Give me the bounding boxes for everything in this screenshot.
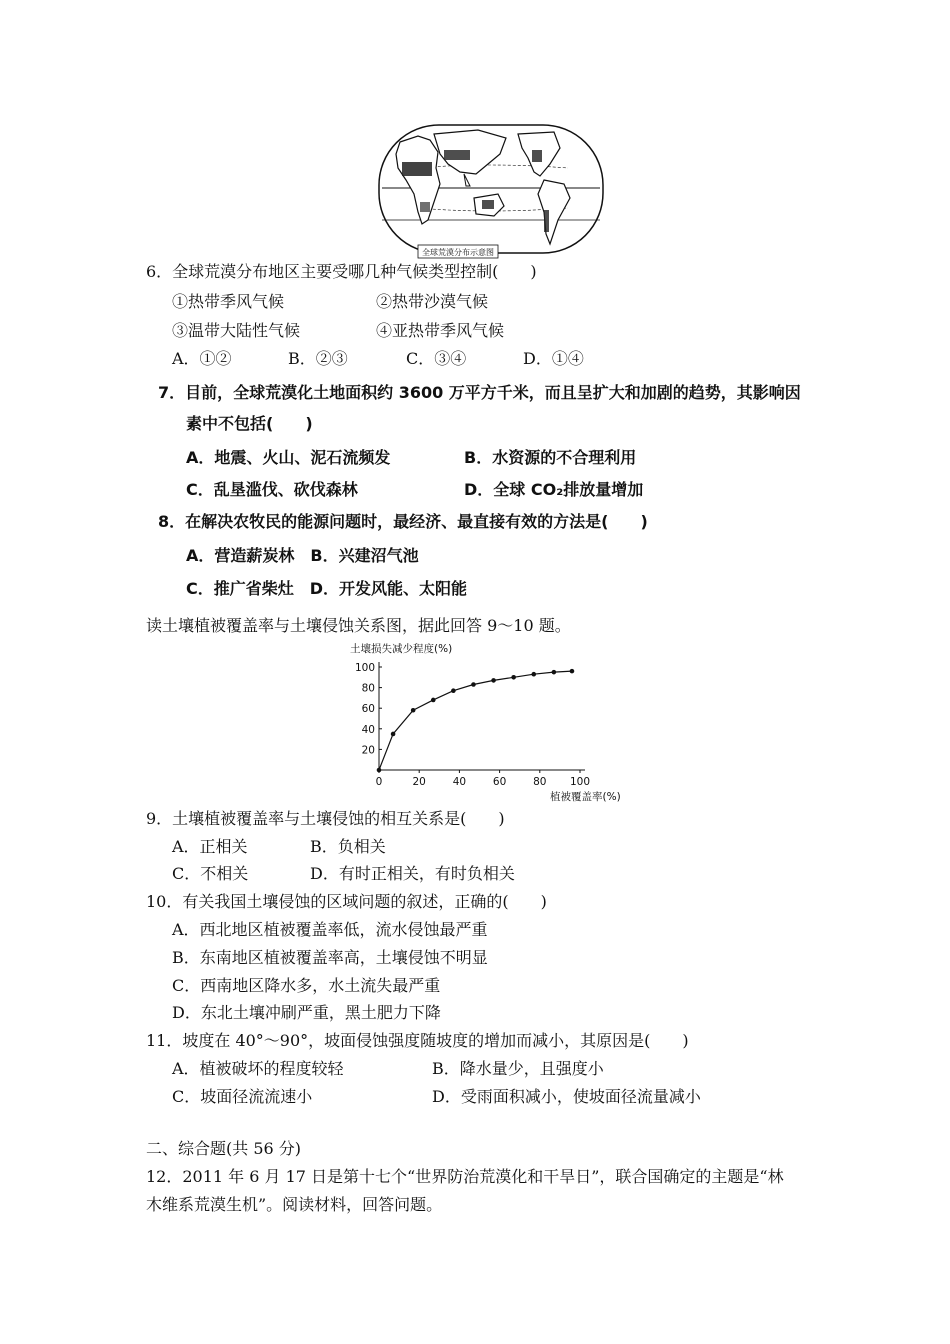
chart-intro: 读土壤植被覆盖率与土壤侵蚀关系图，据此回答 9～10 题。: [146, 616, 571, 635]
chart-ylabel: 土壤损失减少程度(%): [350, 643, 453, 655]
world-map-graphic: [378, 124, 604, 260]
x-tick-label: 80: [533, 776, 547, 788]
q10-stem: 10．有关我国土壤侵蚀的区域问题的叙述，正确的( ): [146, 892, 547, 911]
q11-stem: 11．坡度在 40°～90°，坡面侵蚀强度随坡度的增加而减小，其原因是( ): [146, 1031, 689, 1050]
q9-stem: 9．土壤植被覆盖率与土壤侵蚀的相互关系是( ): [146, 809, 505, 828]
chart-svg: [340, 640, 640, 808]
q10-option-c: C．西南地区降水多，水土流失最严重: [172, 976, 441, 995]
q6-option-b: B．②③: [288, 349, 348, 368]
x-tick-label: 60: [492, 776, 507, 788]
q7-stem-line1: 7．目前，全球荒漠化土地面积约 3600 万平方千米，而且呈扩大和加剧的趋势，其影响因: [158, 383, 801, 402]
q12-line2: 木维系荒漠生机”。阅读材料，回答问题。: [146, 1195, 443, 1214]
data-point: [471, 682, 476, 687]
q6-option-a: A．①②: [172, 349, 232, 368]
section-2-heading: 二、综合题(共 56 分): [146, 1139, 302, 1158]
q10-option-a: A．西北地区植被覆盖率低，流水侵蚀最严重: [172, 920, 488, 939]
data-point: [391, 732, 396, 737]
y-tick-label: 20: [361, 744, 375, 757]
q11-option-c: C．坡面径流流速小: [172, 1087, 313, 1106]
q6-item-2: ②热带沙漠气候: [376, 292, 489, 311]
data-point: [451, 688, 456, 693]
q8-stem: 8．在解决农牧民的能源问题时，最经济、最直接有效的方法是( ): [158, 512, 648, 531]
y-tick-label: 80: [361, 682, 375, 695]
q6-option-d: D．①④: [523, 349, 584, 368]
q6-item-1: ①热带季风气候: [172, 292, 285, 311]
x-tick-label: 100: [569, 776, 591, 788]
q11-option-a: A．植被破坏的程度较轻: [172, 1059, 344, 1078]
q10-option-d: D．东北土壤冲刷严重，黑土肥力下降: [172, 1003, 441, 1022]
q6-option-c: C．③④: [406, 349, 467, 368]
q9-option-c: C．不相关: [172, 864, 249, 883]
x-tick-label: 0: [375, 776, 383, 788]
data-point: [411, 708, 416, 713]
q10-option-b: B．东南地区植被覆盖率高，土壤侵蚀不明显: [172, 948, 488, 967]
q12-line1: 12．2011 年 6 月 17 日是第十七个“世界防治荒漠化和干旱日”，联合国确定的主题是“林: [146, 1167, 784, 1186]
q7-option-a: A．地震、火山、泥石流频发: [186, 448, 391, 467]
q7-option-c: C．乱垦滥伐、砍伐森林: [186, 480, 358, 499]
data-point: [511, 675, 516, 680]
q9-option-b: B．负相关: [310, 837, 386, 856]
x-tick-label: 20: [412, 776, 426, 788]
data-point: [552, 670, 557, 675]
q9-option-d: D．有时正相关，有时负相关: [310, 864, 515, 883]
data-point: [491, 678, 496, 683]
map-caption: 全球荒漠分布示意图: [422, 248, 494, 257]
y-tick-label: 60: [361, 703, 375, 716]
q7-option-d: D．全球 CO₂排放量增加: [464, 480, 644, 499]
q6-stem: 6．全球荒漠分布地区主要受哪几种气候类型控制( ): [146, 262, 537, 281]
q8-options-cd: C．推广省柴灶 D．开发风能、太阳能: [186, 579, 468, 598]
q9-option-a: A．正相关: [172, 837, 248, 856]
data-point: [431, 698, 436, 703]
q7-option-b: B．水资源的不合理利用: [464, 448, 637, 467]
chart-xlabel: 植被覆盖率(%): [550, 791, 621, 803]
data-point: [377, 768, 382, 773]
world-desert-map: [378, 124, 604, 260]
q7-stem-line2: 素中不包括( ): [186, 414, 313, 433]
q11-option-b: B．降水量少，且强度小: [432, 1059, 604, 1078]
q6-item-3: ③温带大陆性气候: [172, 321, 301, 340]
y-tick-label: 40: [361, 723, 375, 736]
q11-option-d: D．受雨面积减小，使坡面径流量减小: [432, 1087, 701, 1106]
series-line: [379, 671, 572, 770]
y-tick-label: 100: [354, 662, 375, 674]
q6-item-4: ④亚热带季风气候: [376, 321, 505, 340]
x-tick-label: 40: [452, 776, 467, 788]
data-point: [531, 672, 536, 677]
data-point: [570, 669, 575, 674]
q8-options-ab: A．营造薪炭林 B．兴建沼气池: [186, 546, 419, 565]
vegetation-erosion-chart: [340, 640, 640, 808]
